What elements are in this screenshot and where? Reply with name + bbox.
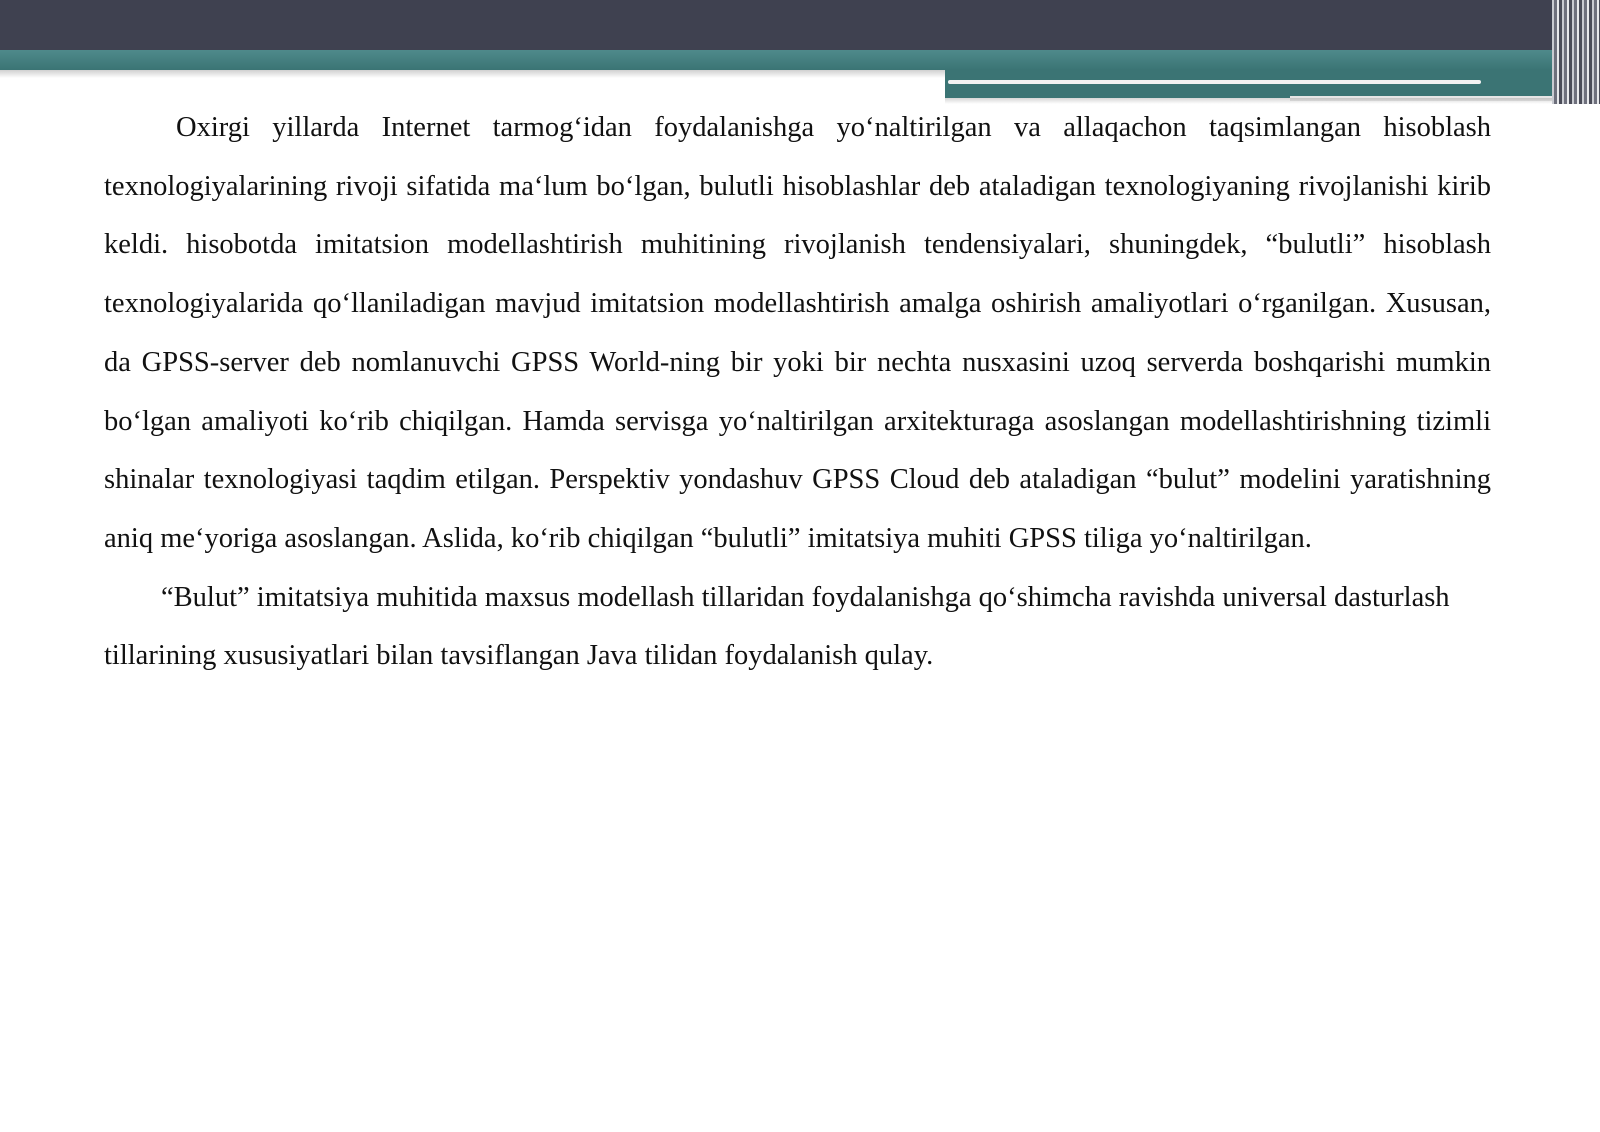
- header-tab-line: [948, 80, 1481, 84]
- slide-header-bar: [0, 0, 1600, 50]
- header-tab-extension: [945, 70, 1570, 98]
- body-paragraph-1: Oxirgi yillarda Internet tarmog‘idan foydalanishga yo‘naltirilgan va allaqachon taqsimlangan hisoblash texnologiyalarining rivoji sifatida ma‘lum bo‘lgan, bulutli hisoblashlar deb ataladigan texnologiyaning rivojlanishi kirib keldi. hisobotda imitatsion modellashtirish muhitining rivojlanish tendensiyalari, shuningdek, “bulutli” hisoblash texnologiyalarida qo‘llaniladigan mavjud imitatsion modellashtirish amalga oshirish amaliyotlari o‘rganilgan. Xususan, da GPSS-server deb nomlanuvchi GPSS World-ning bir yoki bir nechta nusxasini uzoq serverda boshqarishi mumkin bo‘lgan amaliyoti ko‘rib chiqilgan. Hamda servisga yo‘naltirilgan arxitekturaga asoslangan modellashtirishning tizimli shinalar texnologiyasi taqdim etilgan. Perspektiv yondashuv GPSS Cloud deb ataladigan “bulut” modelini yaratishning aniq me‘yoriga asoslangan. Aslida, ko‘rib chiqilgan “bulutli” imitatsiya muhiti GPSS tiliga yo‘naltirilgan.: [104, 112, 1491, 554]
- accent-shadow: [0, 70, 945, 78]
- header-edge-stripes: [1552, 0, 1600, 104]
- body-paragraph-2: “Bulut” imitatsiya muhitida maxsus modellash tillaridan foydalanishga qo‘shimcha ravishda universal dasturlash tillarining xususiyatlari bilan tavsiflangan Java tilidan foydalanish qulay.: [104, 581, 1450, 672]
- slide-accent-stripe: [0, 50, 1600, 70]
- slide-body-text: [104, 99, 1491, 686]
